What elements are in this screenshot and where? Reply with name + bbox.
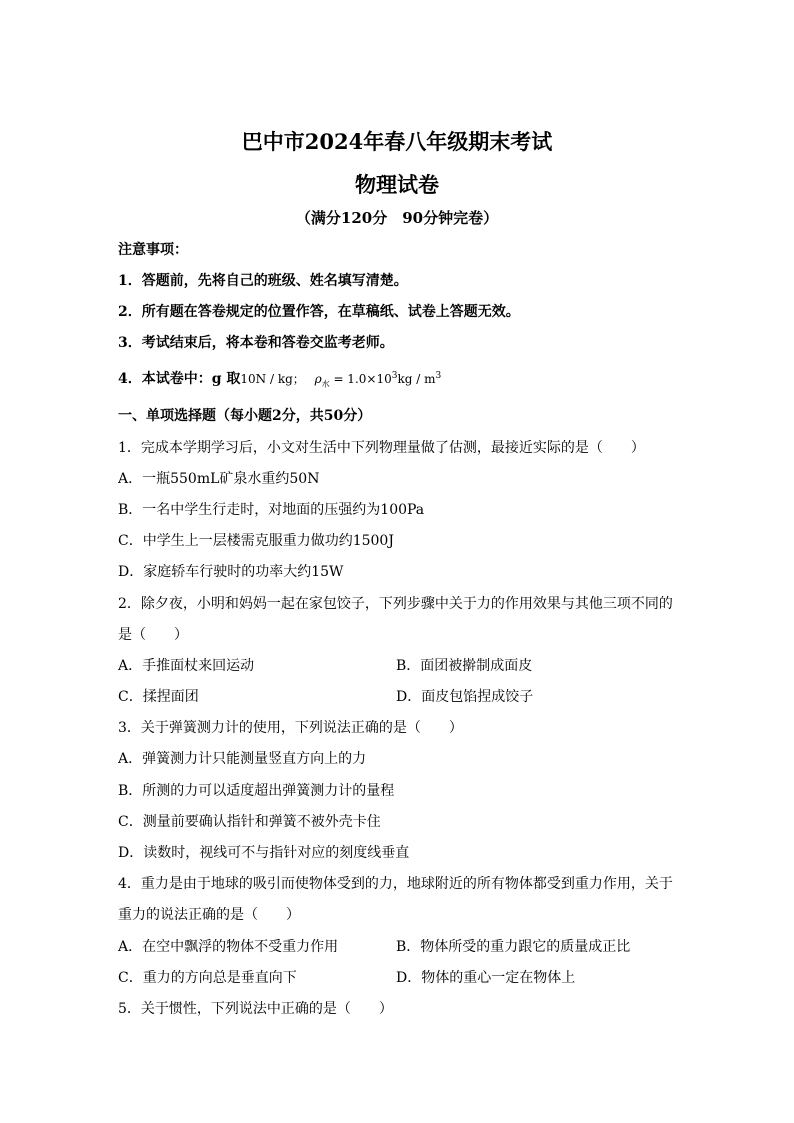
notice-item-2: 2．所有题在答卷规定的位置作答，在草稿纸、试卷上答题无效。 xyxy=(118,304,520,320)
q2-option-d: D．面皮包馅捏成饺子 xyxy=(396,689,534,705)
q2-option-a: A．手推面杖来回运动 xyxy=(118,658,255,674)
exam-note: （满分120分 90分钟完卷） xyxy=(295,209,499,227)
q1-stem: 1．完成本学期学习后，小文对生活中下列物理量做了估测，最接近实际的是（ ） xyxy=(118,440,645,456)
q3-option-a: A．弹簧测力计只能测量竖直方向上的力 xyxy=(118,751,367,767)
q3-option-c: C．测量前要确认指针和弹簧不被外壳卡住 xyxy=(118,814,381,830)
subject-title: 物理试卷 xyxy=(355,172,439,197)
q1-option-d: D．家庭轿车行驶时的功率大约15W xyxy=(118,564,344,580)
q4-option-d: D．物体的重心一定在物体上 xyxy=(396,970,576,986)
q2-stem-line2: 是（ ） xyxy=(118,627,188,643)
q1-option-c: C．中学生上一层楼需克服重力做功约1500J xyxy=(118,533,394,549)
q3-option-d: D．读数时，视线可不与指针对应的刻度线垂直 xyxy=(118,845,410,861)
q1-option-b: B．一名中学生行走时，对地面的压强约为100Pa xyxy=(118,502,425,518)
gravity-constant: 10N / kg； xyxy=(240,372,305,386)
notice-item-3: 3．考试结束后，将本卷和答卷交监考老师。 xyxy=(118,335,394,351)
section-heading: 一、单项选择题（每小题2分，共50分） xyxy=(118,408,372,424)
q1-option-a: A．一瓶550mL矿泉水重约50N xyxy=(118,471,320,487)
q2-option-c: C．揉捏面团 xyxy=(118,689,199,705)
q4-option-c: C．重力的方向总是垂直向下 xyxy=(118,970,297,986)
q2-option-b: B．面团被擀制成面皮 xyxy=(396,658,533,674)
q4-stem-line2: 重力的说法正确的是（ ） xyxy=(118,907,300,923)
exam-title: 巴中市2024年春八年级期末考试 xyxy=(241,129,553,154)
q4-option-a: A．在空中飘浮的物体不受重力作用 xyxy=(118,939,339,955)
q4-option-b: B．物体所受的重力跟它的质量成正比 xyxy=(396,939,631,955)
q2-stem-line1: 2．除夕夜，小明和妈妈一起在家包饺子，下列步骤中关于力的作用效果与其他三项不同的 xyxy=(118,596,673,612)
water-density-formula: $\rho_水 = 1.0\times 10^3kg / m^3$ xyxy=(314,371,442,389)
q3-stem: 3．关于弹簧测力计的使用，下列说法正确的是（ ） xyxy=(118,720,463,736)
notice-item-4-prefix: 4．本试卷中：g 取 xyxy=(118,371,241,387)
q5-stem: 5．关于惯性，下列说法中正确的是（ ） xyxy=(118,1001,393,1017)
q3-option-b: B．所测的力可以适度超出弹簧测力计的量程 xyxy=(118,783,395,799)
notice-heading: 注意事项： xyxy=(118,242,188,258)
q4-stem-line1: 4．重力是由于地球的吸引而使物体受到的力，地球附近的所有物体都受到重力作用，关于 xyxy=(118,876,673,892)
notice-item-1: 1．答题前，先将自己的班级、姓名填写清楚。 xyxy=(118,273,408,289)
notice-item-4 xyxy=(118,368,441,389)
